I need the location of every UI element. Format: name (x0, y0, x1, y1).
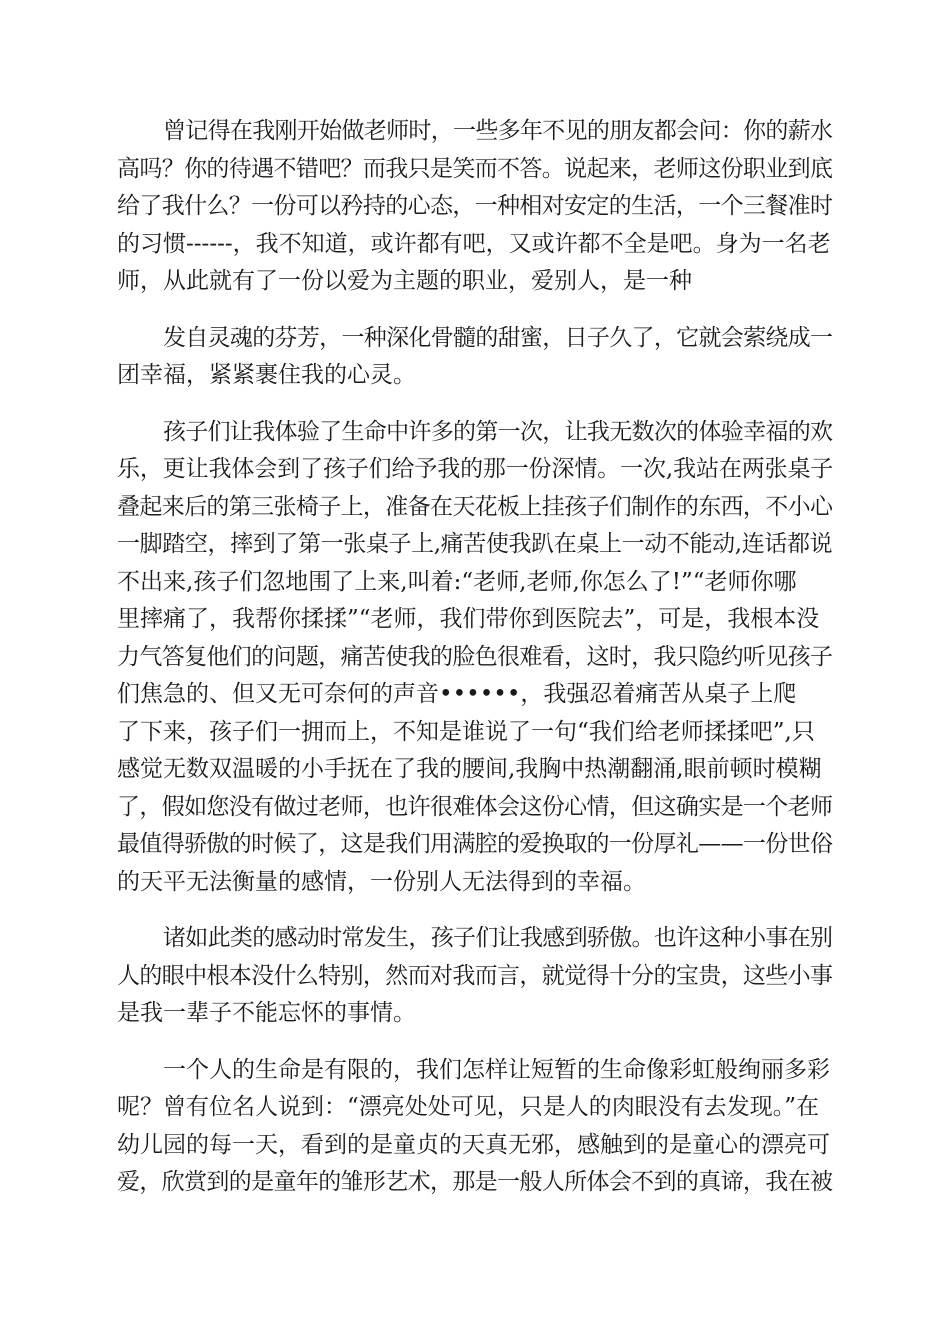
text-line: 师，从此就有了一份以爱为主题的职业，爱别人，是一种 (117, 268, 692, 294)
paragraph-3 (117, 414, 833, 902)
text-line: 的天平无法衡量的感情，一份别人无法得到的幸福。 (117, 868, 646, 895)
text-line: 给了我什么？一份可以矜持的心态，一种相对安定的生活，一个三餐准时 (117, 193, 833, 219)
text-line: 力气答复他们的问题，痛苦使我的脸色很难看，这时，我只隐约听见孩子 (117, 643, 833, 670)
paragraph-4 (117, 920, 833, 1033)
text-line: 里摔痛了，我帮你揉揉”“老师，我们带你到医院去”，可是，我根本没 (117, 606, 820, 632)
text-line: 孩子们让我体验了生命中许多的第一次，让我无数次的体验幸福的欢 (163, 418, 833, 445)
text-line: 发自灵魂的芬芳，一种深化骨髓的甜蜜，日子久了，它就会萦绕成一 (163, 324, 833, 351)
text-line: 是我一辈子不能忘怀的事情。 (117, 1000, 416, 1026)
paragraph-2 (117, 320, 833, 395)
text-line: 乐，更让我体会到了孩子们给予我的那一份深情。一次,我站在两张桌子 (117, 456, 834, 482)
text-line: 爱，欣赏到的是童年的雏形艺术，那是一般人所体会不到的真谛，我在被 (117, 1169, 833, 1195)
text-line: 叠起来后的第三张椅子上，准备在天花板上挂孩子们制作的东西，不小心 (117, 493, 833, 520)
text-line: 幼儿园的每一天，看到的是童贞的天真无邪，感触到的是童心的漂亮可 (117, 1131, 830, 1158)
text-line: 呢？曾有位名人说到：“漂亮处处可见，只是人的肉眼没有去发现。”在 (117, 1094, 820, 1120)
text-line: 们焦急的、但又无可奈何的声音••••••，我强忍着痛苦从桌子上爬 (117, 681, 797, 707)
text-line: 一个人的生命是有限的，我们怎样让短暂的生命像彩虹般绚丽多彩 (163, 1056, 830, 1083)
text-line: 一脚踏空，摔到了第一张桌子上,痛苦使我趴在桌上一动不能动,连话都说 (117, 531, 833, 557)
text-line: 了下来，孩子们一拥而上，不知是谁说了一句“我们给老师揉揉吧”,只 (117, 718, 815, 745)
paragraph-5 (117, 1052, 833, 1202)
text-line: 诸如此类的感动时常发生，孩子们让我感到骄傲。也许这种小事在别 (163, 925, 833, 951)
paragraph-1 (117, 113, 833, 301)
text-line: 高吗？你的待遇不错吧？而我只是笑而不答。说起来，老师这份职业到底 (117, 155, 833, 182)
document-body (117, 113, 833, 1221)
text-line: 人的眼中根本没什么特别，然而对我而言，就觉得十分的宝贵，这些小事 (117, 962, 833, 989)
text-line: 的习惯------，我不知道，或许都有吧，又或许都不全是吧。身为一名老 (117, 230, 831, 257)
text-line: 不出来,孩子们忽地围了上来,叫着:“老师,老师,你怎么了!”“老师你哪 (117, 568, 797, 595)
text-line: 最值得骄傲的时候了，这是我们用满腔的爱换取的一份厚礼——一份世俗 (117, 831, 833, 857)
text-line: 了，假如您没有做过老师，也许很难体会这份心情，但这确实是一个老师 (117, 793, 833, 820)
text-line: 感觉无数双温暖的小手抚在了我的腰间,我胸中热潮翻涌,眼前顿时模糊 (117, 756, 822, 782)
text-line: 曾记得在我刚开始做老师时，一些多年不见的朋友都会问：你的薪水 (163, 118, 833, 144)
text-line: 团幸福，紧紧裹住我的心灵。 (117, 362, 416, 388)
